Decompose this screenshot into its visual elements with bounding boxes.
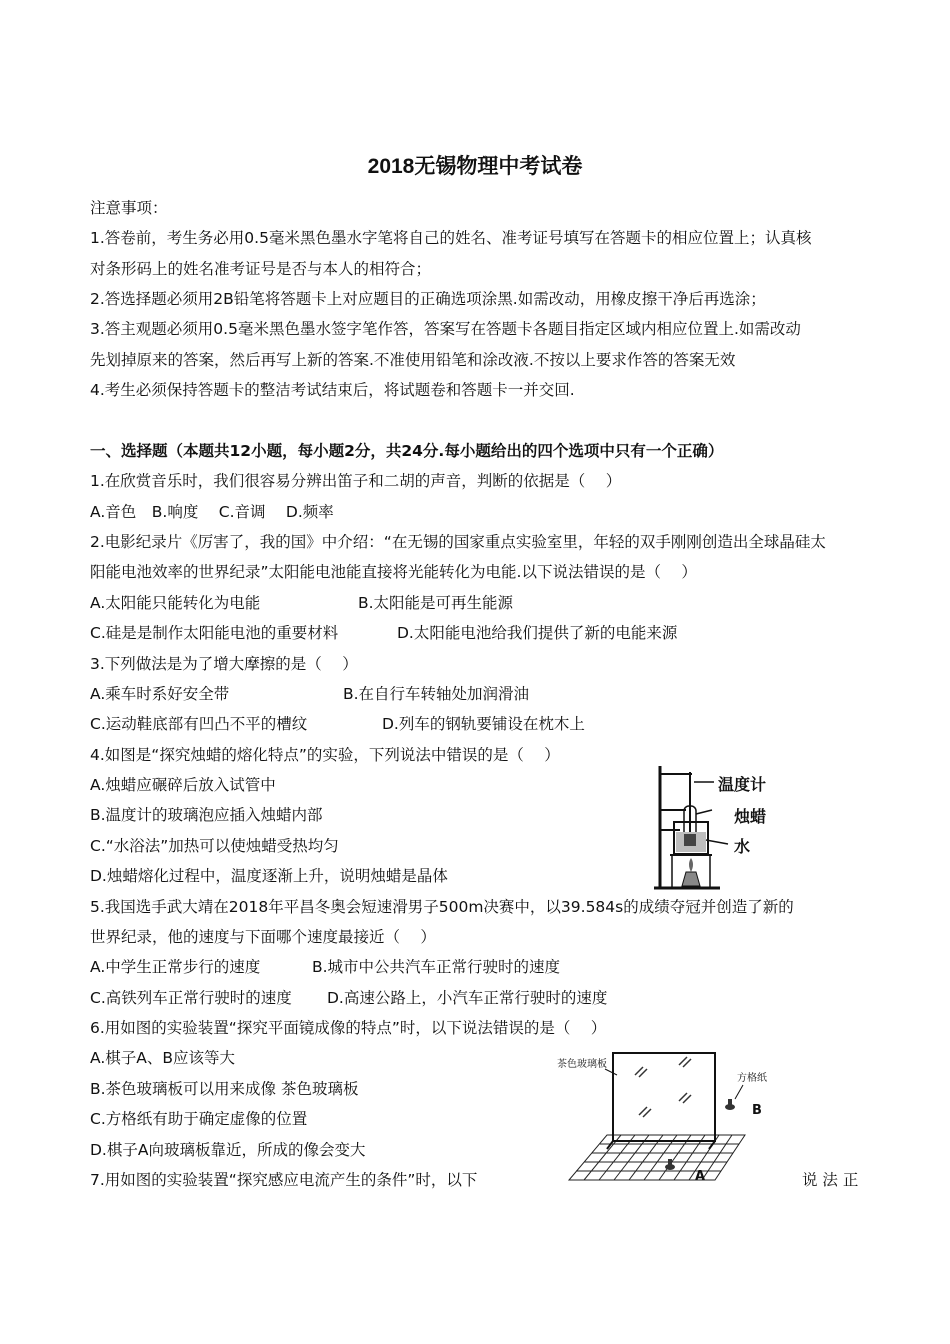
option-d: D.太阳能电池给我们提供了新的电能来源 [397,624,678,642]
option-a: A.太阳能只能转化为电能 [90,594,261,612]
notice-item: 3.答主观题必须用0.5毫米黑色墨水签字笔作答，答案写在答题卡各题目指定区域内相应位置上.如需改动 [90,320,801,338]
option-c: C.“水浴法”加热可以使烛蜡受热均匀 [90,837,339,855]
option-b: B.城市中公共汽车正常行驶时的速度 [312,958,561,976]
option-c: C.高铁列车正常行驶时的速度 [90,989,292,1007]
plane-mirror-figure [555,1045,770,1185]
option-c: C.运动鞋底部有凹凸不平的槽纹 [90,715,308,733]
notice-item: 先划掉原来的答案，然后再写上新的答案.不准使用铅笔和涂改液.不按以上要求作答的答案无效 [90,351,736,369]
question-stem: 7.用如图的实验装置“探究感应电流产生的条件”时，以下 [90,1171,478,1189]
option-b: B.在自行车转轴处加润滑油 [343,685,530,703]
section-heading: 一、选择题（本题共12小题，每小题2分，共24分.每小题给出的四个选项中只有一个正确） [90,442,724,460]
option-b: B.温度计的玻璃泡应插入烛蜡内部 [90,806,323,824]
water-label: 水 [734,837,751,856]
question-stem: 6.用如图的实验装置“探究平面镜成像的特点”时，以下说法错误的是（ ） [90,1019,607,1037]
option-a: A.乘车时系好安全带 [90,685,230,703]
glass-plate-label: 茶色玻璃板 [557,1059,607,1070]
notice-item: 对条形码上的姓名准考证号是否与本人的相符合； [90,260,432,278]
option-c: C.硅是是制作太阳能电池的重要材料 [90,624,339,642]
grid-paper-label: 方格纸 [737,1073,767,1084]
question-stem: 世界纪录，他的速度与下面哪个速度最接近（ ） [90,928,436,946]
question-stem: 阳能电池效率的世界纪录”太阳能电池能直接将光能转化为电能.以下说法错误的是（ ） [90,563,697,581]
option-d: D.列车的钢轨要铺设在枕木上 [382,715,585,733]
option-a: A.烛蜡应碾碎后放入试管中 [90,776,276,794]
piece-b-label: B [752,1103,762,1118]
question-stem: 3.下列做法是为了增大摩擦的是（ ） [90,655,358,673]
option-d: D.棋子A向玻璃板靠近，所成的像会变大 [90,1141,366,1159]
notice-item: 1.答卷前，考生务必用0.5毫米黑色墨水字笔将自己的姓名、准考证号填写在答题卡的相应位置上；认真核 [90,229,812,247]
wax-label: 烛蜡 [734,807,767,826]
thermometer-label: 温度计 [718,775,767,794]
question-stem: 2.电影纪录片《厉害了，我的国》中介绍：“在无锡的国家重点实验室里，年轻的双手刚刚创造出全球晶硅太 [90,533,826,551]
question-options: A.音色 B.响度 C.音调 D.频率 [90,503,334,521]
option-b: B.茶色玻璃板可以用来成像 茶色玻璃板 [90,1080,359,1098]
option-d: D.高速公路上，小汽车正常行驶时的速度 [327,989,608,1007]
option-b: B.太阳能是可再生能源 [358,594,514,612]
wax-melting-figure [650,758,780,893]
option-d: D.烛蜡熔化过程中，温度逐渐上升，说明烛蜡是晶体 [90,867,448,885]
notice-item: 2.答选择题必须用2B铅笔将答题卡上对应题目的正确选项涂黑.如需改动，用橡皮擦干净后再选涂； [90,290,766,308]
notice-item: 4.考生必须保持答题卡的整洁考试结束后，将试题卷和答题卡一并交回. [90,381,575,399]
question-stem: 4.如图是“探究烛蜡的熔化特点”的实验，下列说法中错误的是（ ） [90,746,560,764]
question-stem-continued: 说 法 正 [802,1171,859,1189]
question-stem: 1.在欣赏音乐时，我们很容易分辨出笛子和二胡的声音，判断的依据是（ ） [90,472,622,490]
piece-a-label: A [695,1169,706,1184]
option-a: A.中学生正常步行的速度 [90,958,261,976]
option-a: A.棋子A、B应该等大 [90,1049,235,1067]
notice-heading: 注意事项： [90,199,168,217]
page-title: 2018无锡物理中考试卷 [367,155,583,178]
question-stem: 5.我国选手武大靖在2018年平昌冬奥会短速滑男子500m决赛中，以39.584s的成绩夺冠并创造了新的 [90,898,794,916]
option-c: C.方格纸有助于确定虚像的位置 [90,1110,308,1128]
